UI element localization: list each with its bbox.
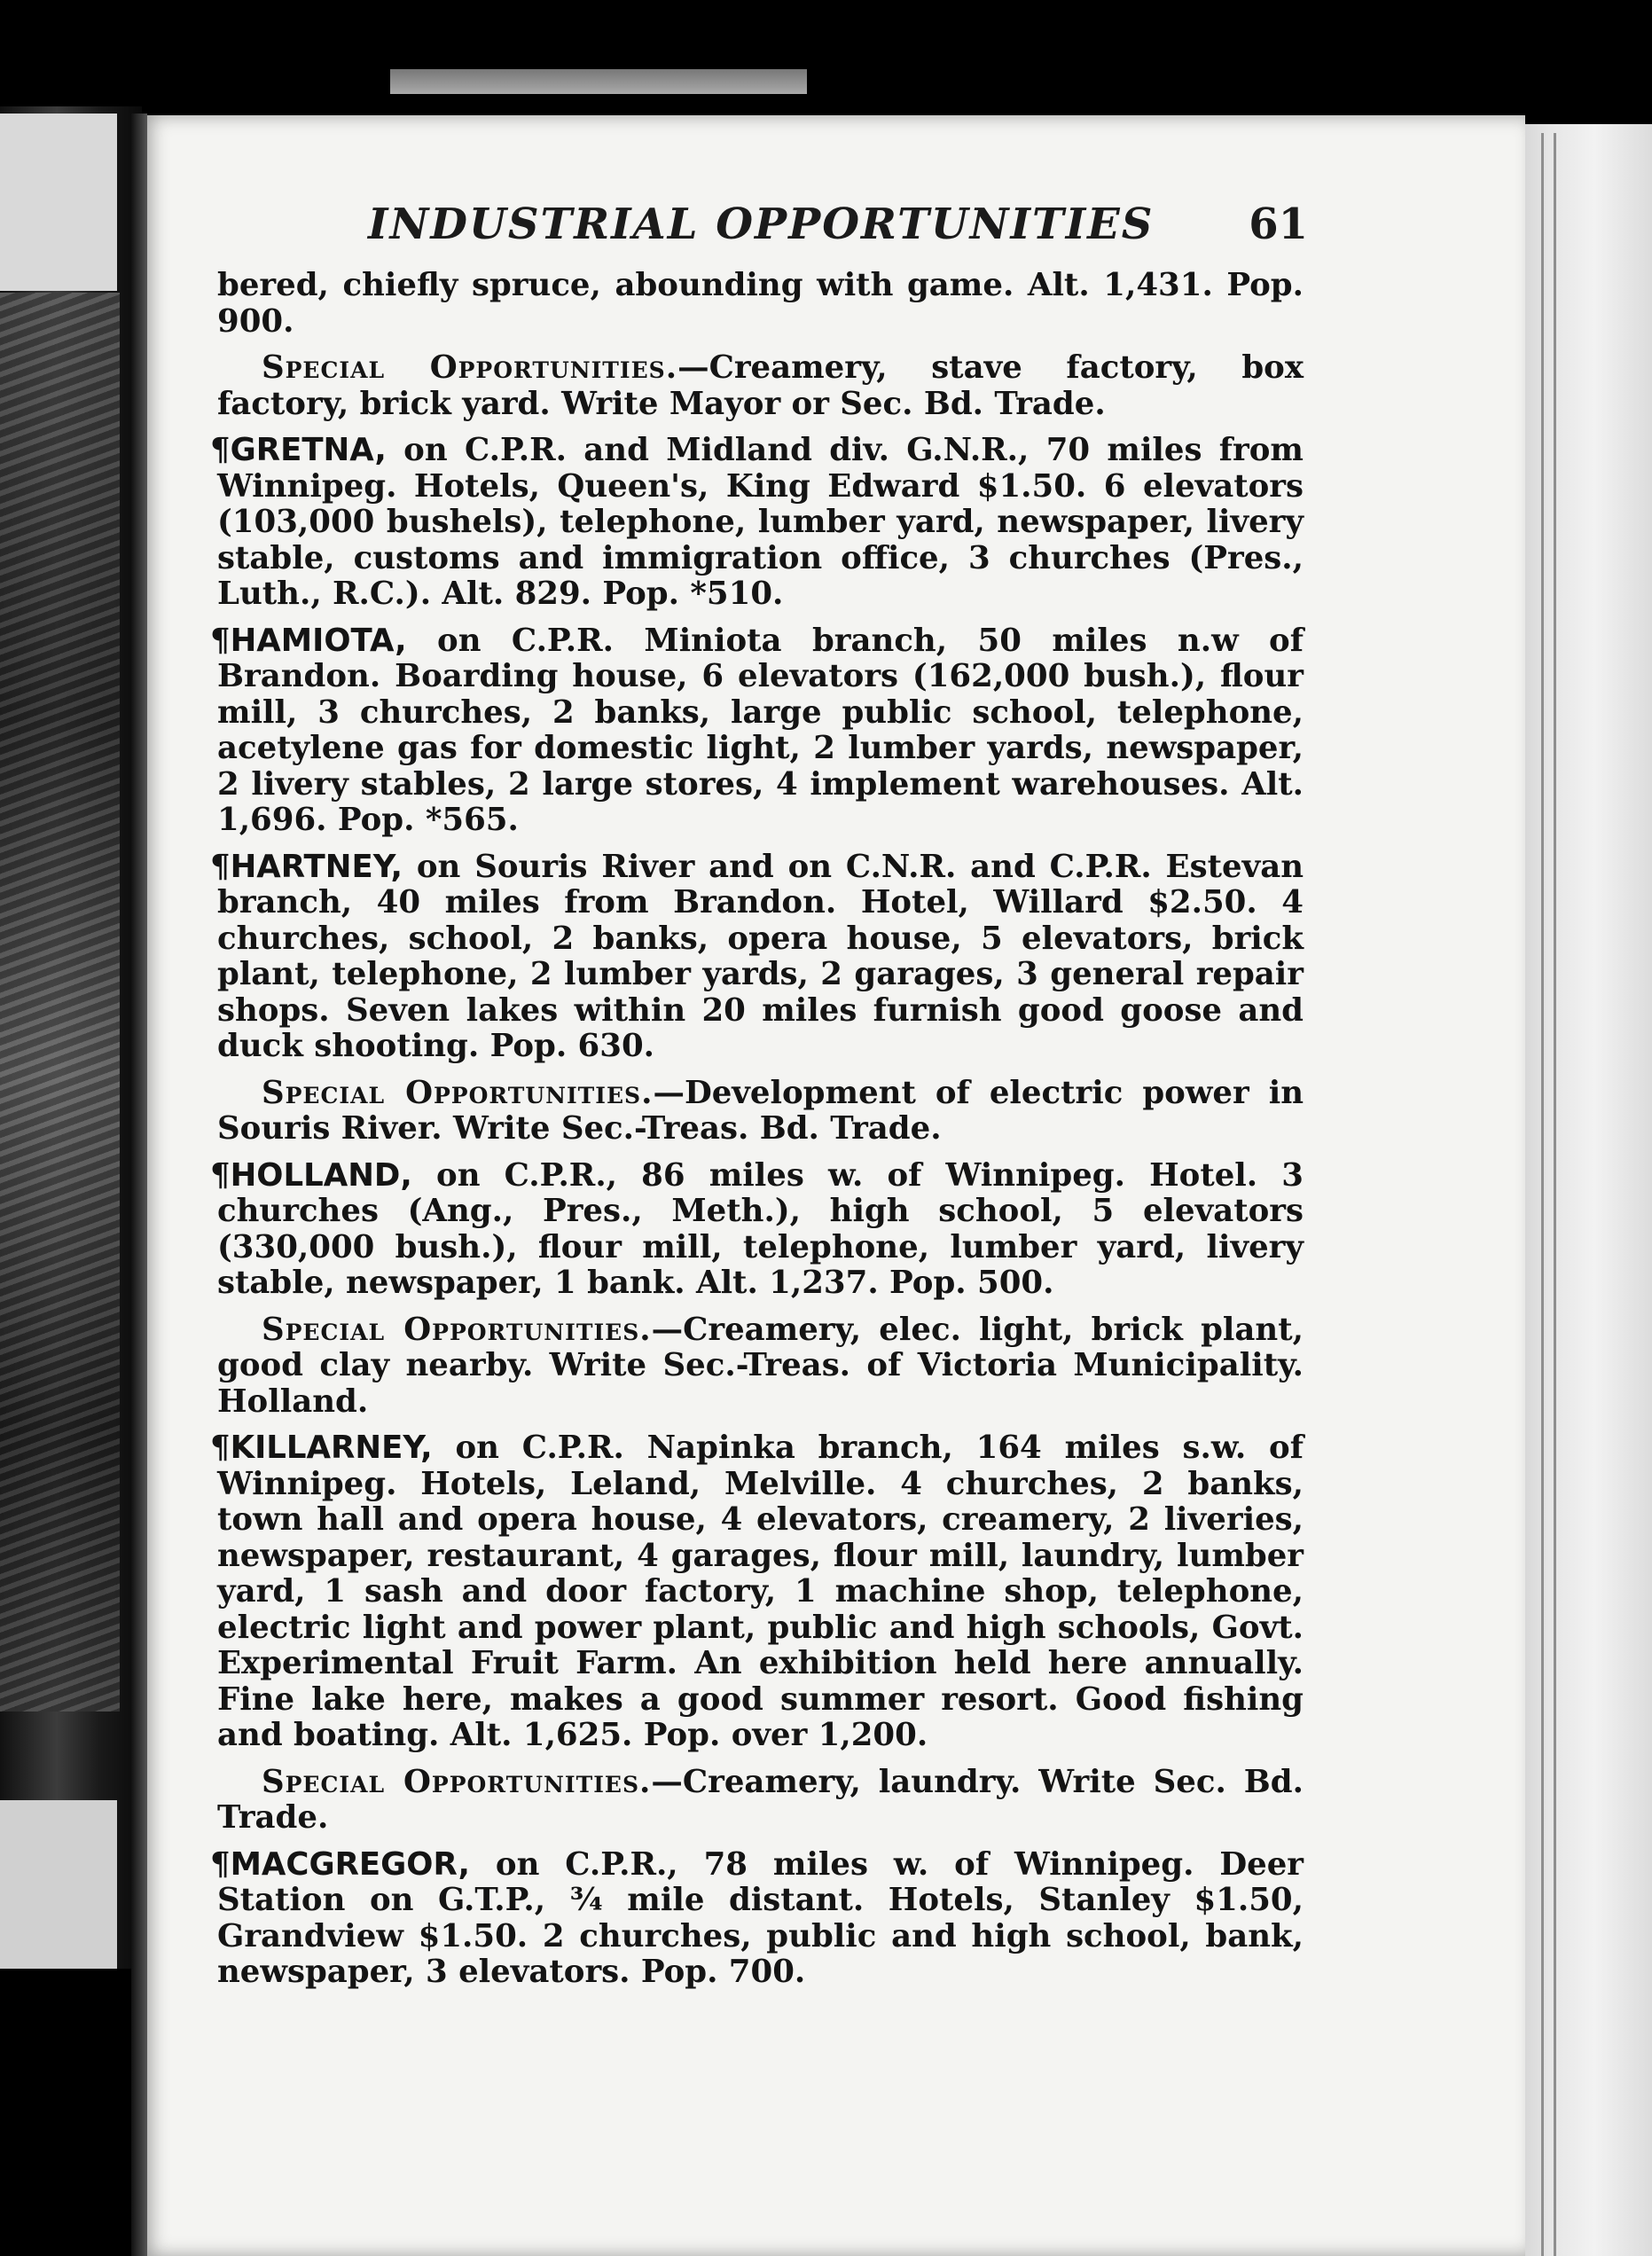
place-name: KILLARNEY, bbox=[230, 1430, 433, 1466]
place-name: HARTNEY, bbox=[230, 848, 403, 885]
continuation-paragraph: bered, chiefly spruce, abounding with game. Alt. 1,431. Pop. 900. bbox=[217, 267, 1304, 340]
entry-text: on Souris River and on C.N.R. and C.P.R. Estevan branch, 40 miles from Brandon. Hotel, Willard $2.50. 4 churches, school, 2 banks, opera house, 5 elevators, brick plant, telephone, 2 lumber yards, 2 garages, 3 general repair shops. Seven lakes within 20 miles furnish good goose and duck shooting. Pop. 630. bbox=[217, 848, 1304, 1064]
book-spine bbox=[131, 114, 147, 2256]
page-edge-line bbox=[1541, 133, 1544, 2256]
entry-hartney bbox=[210, 848, 1304, 1065]
place-name: MACGREGOR, bbox=[230, 1845, 470, 1883]
entry-text: on C.P.R., 86 miles w. of Winnipeg. Hotel. 3 churches (Ang., Pres., Meth.), high school, 5 elevators (330,000 bush.), flour mill, telephone, lumber yard, livery stable, newspaper, 1 bank. Alt. 1,237. Pop. 500. bbox=[217, 1156, 1304, 1301]
adjacent-page-photo bbox=[0, 293, 120, 1712]
page-number: 61 bbox=[1249, 200, 1308, 249]
page-header bbox=[368, 200, 1308, 262]
entry-text: on C.P.R. and Midland div. G.N.R., 70 miles from Winnipeg. Hotels, Queen's, King Edward $1.50. 6 elevators (103,000 bushels), telephone, lumber yard, newspaper, livery stable, customs and immigration office, 3 churches (Pres., Luth., R.C.). Alt. 829. Pop. *510. bbox=[217, 432, 1304, 612]
special-text: —Development of electric power in Souris River. Write Sec.-Treas. Bd. Trade. bbox=[217, 1074, 1304, 1147]
pilcrow-mark: ¶ bbox=[210, 622, 231, 659]
pilcrow-mark: ¶ bbox=[210, 848, 231, 885]
entry-gretna bbox=[210, 432, 1304, 613]
scan-top-bar bbox=[390, 69, 807, 94]
entry-text: on C.P.R. Miniota branch, 50 miles n.w of Brandon. Boarding house, 6 elevators (162,000 bush.), flour mill, 3 churches, 2 banks, large public school, telephone, acetylene gas for domestic light, 2 lumber yards, newspaper, 2 livery stables, 2 large stores, 4 implement warehouses. Alt. 1,696. Pop. *565. bbox=[217, 622, 1304, 838]
special-label: Special Opportunities. bbox=[262, 1763, 652, 1800]
special-label: Special Opportunities. bbox=[262, 1074, 654, 1111]
entry-killarney bbox=[210, 1430, 1304, 1754]
special-opportunities bbox=[217, 350, 1304, 422]
entry-text: on C.P.R. Napinka branch, 164 miles s.w. of Winnipeg. Hotels, Leland, Melville. 4 churches, 2 banks, town hall and opera house, 4 elevators, creamery, 2 liveries, newspaper, restaurant, 4 garages, flour mill, laundry, lumber yard, 1 sash and door factory, 1 machine shop, telephone, electric light and power plant, public and high schools, Govt. Experimental Fruit Farm. An exhibition held here annually. Fine lake here, makes a good summer resort. Good fishing and boating. Alt. 1,625. Pop. over 1,200. bbox=[217, 1430, 1304, 1753]
running-head: INDUSTRIAL OPPORTUNITIES bbox=[368, 200, 1155, 249]
special-opportunities bbox=[217, 1765, 1304, 1837]
place-name: GRETNA, bbox=[230, 432, 387, 468]
entry-macgregor bbox=[210, 1845, 1304, 1991]
special-text: —Creamery, laundry. Write Sec. Bd. Trade. bbox=[217, 1763, 1304, 1836]
adjacent-page-top bbox=[0, 114, 117, 291]
special-text: —Creamery, elec. light, brick plant, good clay nearby. Write Sec.-Treas. of Victoria Municipality. Holland. bbox=[217, 1311, 1304, 1420]
page-edge-line bbox=[1554, 133, 1556, 2256]
pilcrow-mark: ¶ bbox=[210, 1156, 231, 1194]
special-opportunities bbox=[217, 1312, 1304, 1421]
place-name: HOLLAND, bbox=[230, 1156, 412, 1194]
entry-text: on C.P.R., 78 miles w. of Winnipeg. Deer Station on G.T.P., ¾ mile distant. Hotels, Stanley $1.50, Grandview $1.50. 2 churches, public and high school, bank, newspaper, 3 elevators. Pop. 700. bbox=[217, 1845, 1304, 1990]
pilcrow-mark: ¶ bbox=[210, 1845, 231, 1883]
page-body bbox=[210, 267, 1304, 1991]
place-name: HAMIOTA, bbox=[230, 622, 407, 659]
entry-holland bbox=[210, 1156, 1304, 1302]
entry-hamiota bbox=[210, 622, 1304, 839]
adjacent-page-bottom bbox=[0, 1800, 117, 1969]
special-label: Special Opportunities. bbox=[262, 1311, 652, 1348]
page-edges-right bbox=[1507, 124, 1652, 2256]
special-text: —Creamery, stave factory, box factory, brick yard. Write Mayor or Sec. Bd. Trade. bbox=[217, 349, 1304, 422]
special-opportunities bbox=[217, 1076, 1304, 1148]
special-label: Special Opportunities. bbox=[262, 349, 678, 386]
pilcrow-mark: ¶ bbox=[210, 1430, 231, 1466]
pilcrow-mark: ¶ bbox=[210, 432, 231, 468]
